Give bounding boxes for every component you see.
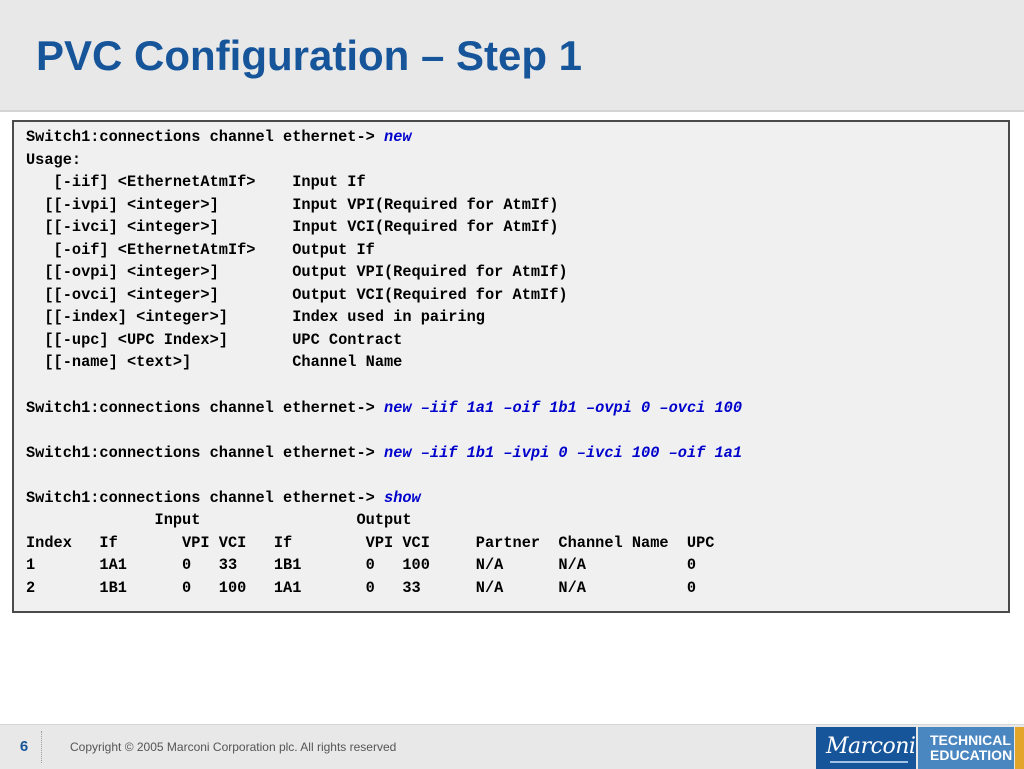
table-header: Index If VPI VCI If VPI VCI Partner Channel Name UPC bbox=[26, 533, 715, 552]
usage-line: [[-ivpi] <integer>] Input VPI(Required for AtmIf) bbox=[26, 195, 559, 214]
prompt-line-2 bbox=[26, 399, 742, 417]
copyright-text: Copyright © 2005 Marconi Corporation plc. All rights reserved bbox=[70, 740, 397, 754]
accent-stripe bbox=[1015, 727, 1024, 769]
usage-line: [[-index] <integer>] Index used in pairing bbox=[26, 308, 485, 327]
command-new-a1-b1: new –iif 1a1 –oif 1b1 –ovpi 0 –ovci 100 bbox=[384, 398, 743, 417]
table-row: 2 1B1 0 100 1A1 0 33 N/A N/A 0 bbox=[26, 578, 697, 597]
prompt: Switch1:connections channel ethernet-> bbox=[26, 398, 375, 417]
logo-text: Marconi bbox=[826, 734, 916, 759]
prompt-line-1 bbox=[26, 128, 412, 146]
title-bar bbox=[0, 0, 1024, 112]
prompt: Switch1:connections channel ethernet-> bbox=[26, 128, 375, 146]
page-number: 6 bbox=[19, 738, 29, 755]
usage-line: [[-ovci] <integer>] Output VCI(Required for AtmIf) bbox=[26, 285, 568, 304]
usage-line: [-oif] <EthernetAtmIf> Output If bbox=[26, 240, 375, 259]
technical-education-badge bbox=[918, 727, 1014, 769]
terminal-output bbox=[26, 126, 742, 599]
command-new-b1-a1: new –iif 1b1 –ivpi 0 –ivci 100 –oif 1a1 bbox=[384, 443, 743, 462]
footer bbox=[0, 724, 1024, 769]
usage-line: Usage: bbox=[26, 150, 82, 169]
terminal-panel bbox=[12, 120, 1010, 613]
table-group-header: Input Output bbox=[26, 511, 412, 530]
marconi-logo bbox=[816, 727, 916, 769]
command-new: new bbox=[384, 128, 412, 146]
usage-line: [[-name] <text>] Channel Name bbox=[26, 353, 403, 372]
usage-line: [[-ovpi] <integer>] Output VPI(Required for AtmIf) bbox=[26, 263, 568, 282]
usage-line: [[-upc] <UPC Index>] UPC Contract bbox=[26, 330, 403, 349]
page-title: PVC Configuration – Step 1 bbox=[36, 32, 583, 79]
prompt: Switch1:connections channel ethernet-> bbox=[26, 488, 375, 507]
badge-line-2: EDUCATION bbox=[930, 747, 1013, 763]
usage-line: [-iif] <EthernetAtmIf> Input If bbox=[26, 173, 366, 192]
prompt-line-3 bbox=[26, 444, 742, 462]
prompt-line-4 bbox=[26, 489, 421, 507]
command-show: show bbox=[384, 488, 421, 507]
badge-line-1: TECHNICAL bbox=[930, 732, 1011, 748]
prompt: Switch1:connections channel ethernet-> bbox=[26, 443, 375, 462]
logo-underline bbox=[830, 761, 908, 763]
usage-line: [[-ivci] <integer>] Input VCI(Required for AtmIf) bbox=[26, 218, 559, 237]
table-row: 1 1A1 0 33 1B1 0 100 N/A N/A 0 bbox=[26, 556, 697, 575]
footer-divider bbox=[41, 731, 42, 763]
